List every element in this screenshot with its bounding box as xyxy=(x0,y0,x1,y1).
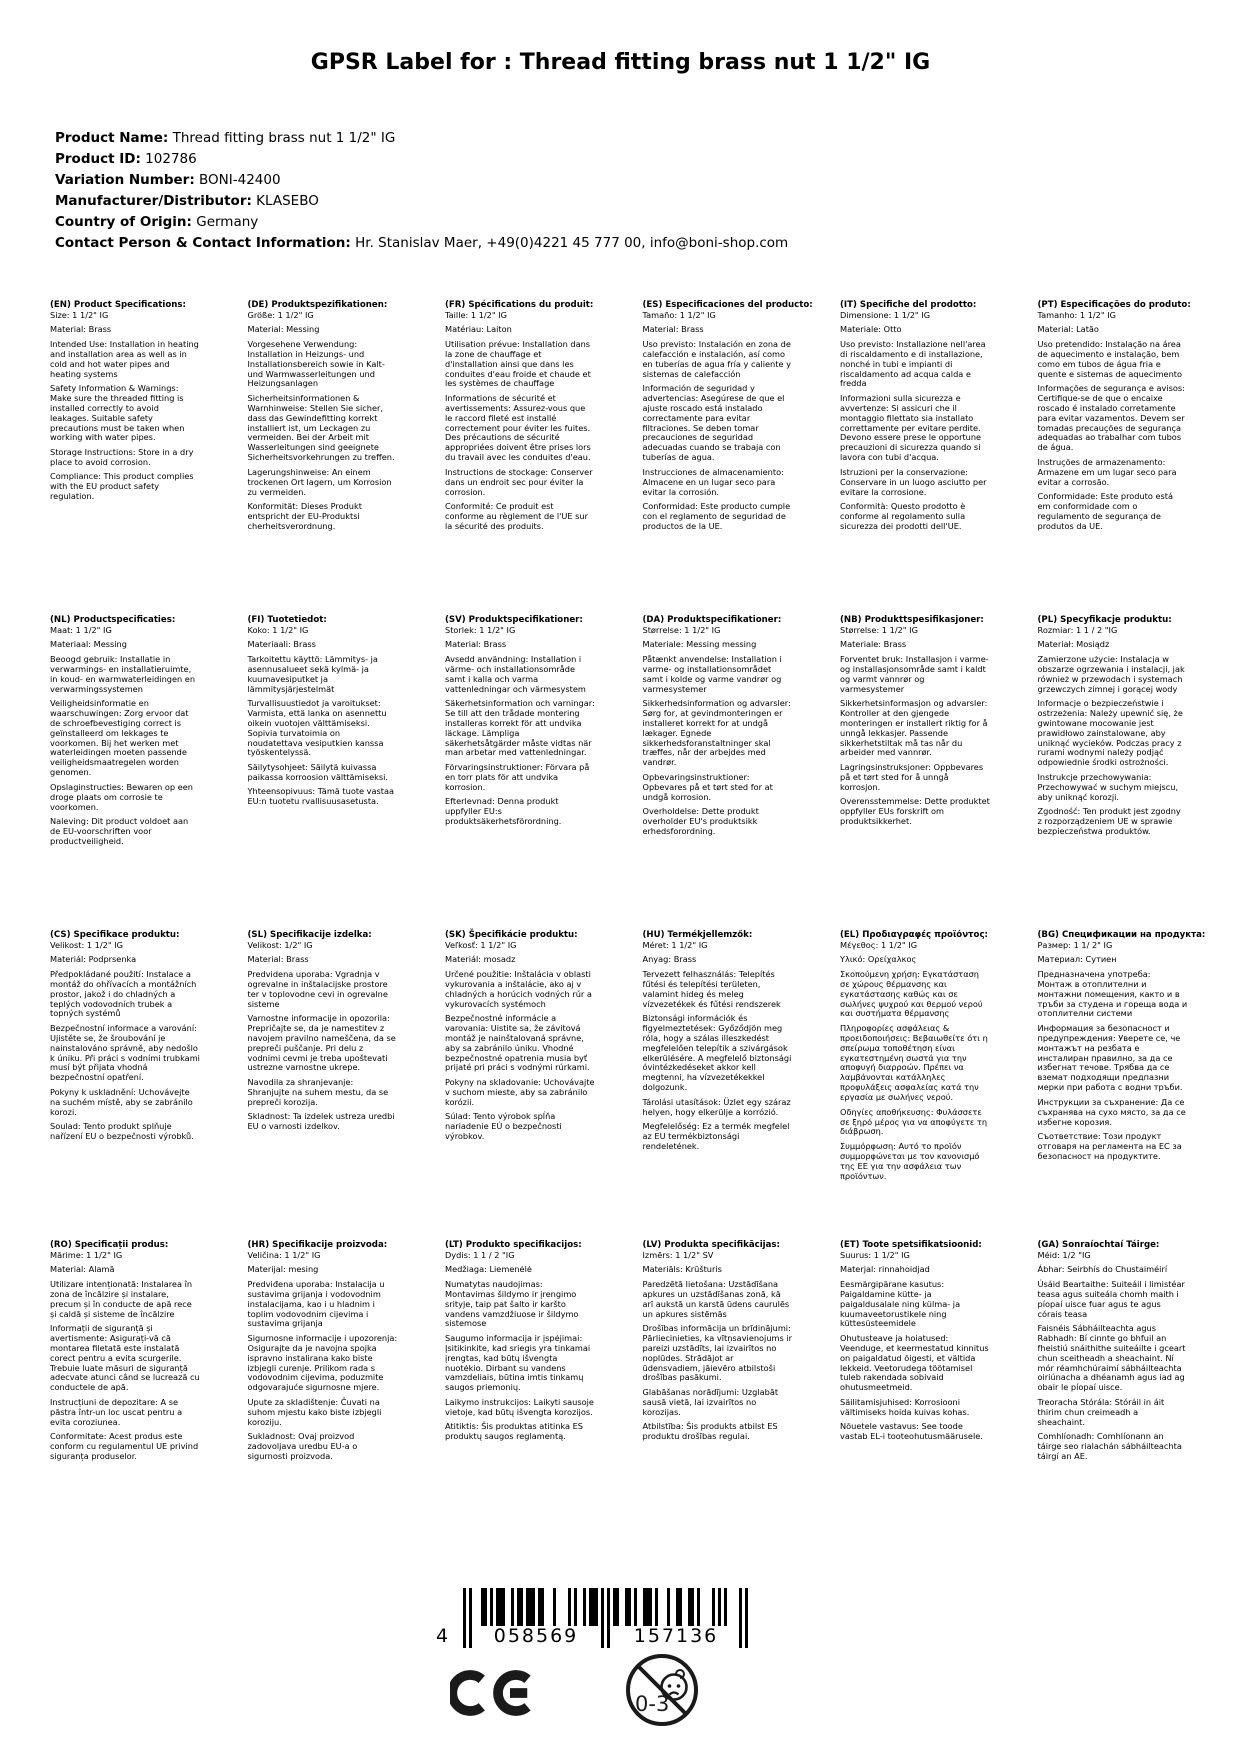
spec-paragraph: Materiale: Brass xyxy=(840,639,907,650)
spec-paragraph: Material: Brass xyxy=(642,324,704,335)
spec-paragraph: Conformidad: Este producto cumple con el reglamento de seguridad de productos de la UE. xyxy=(642,500,791,531)
spec-paragraph: Mărime: 1 1/2" IG xyxy=(50,1250,123,1260)
spec-paragraph: Efterlevnad: Denna produkt uppfyller EU:s produktsäkerhetsförordning. xyxy=(445,796,562,826)
spec-paragraph: Rozmiar: 1 1 / 2 "IG xyxy=(1037,625,1118,635)
spec-paragraph: Súlad: Tento výrobok spĺňa nariadenie EÚ o bezpečnosti výrobkov. xyxy=(445,1111,562,1141)
spec-paragraph: Påtænkt anvendelse: Installation i varme- og installationsområdet samt i kolde og varme vandrør og varmesystemer xyxy=(642,653,782,694)
spec-paragraph: Material: Brass xyxy=(50,324,112,335)
lang-block-heading: (DE) Produktspezifikationen: xyxy=(247,300,388,310)
spec-paragraph: Uso previsto: Instalación en zona de calefacción e instalación, así como en tuberías de agua fría y caliente y sistemas de calefacción xyxy=(642,338,791,379)
product-info-label: Country of Origin: xyxy=(55,214,192,230)
spec-paragraph: Tamanho: 1 1/2" IG xyxy=(1037,310,1117,320)
spec-paragraph: Pokyny k uskladnění: Uchovávejte na suchém místě, aby se zabránilo korozi. xyxy=(50,1086,193,1117)
lang-block-ro xyxy=(50,1240,248,1466)
spec-paragraph: Förvaringsinstruktioner: Förvara på en torr plats för att undvika korrosion. xyxy=(445,761,590,792)
spec-paragraph: Vorgesehene Verwendung: Installation in Heizungs- und Installationsbereich sowie in Kalt- und Warmwasserleitungen und Heizungsanlagen xyxy=(247,338,385,389)
barcode-lead-digit: 4 xyxy=(436,1625,449,1647)
spec-paragraph: Megfelelőség: Ez a termék megfelel az EU termékbiztonsági rendeletének. xyxy=(642,1121,790,1151)
product-info-line xyxy=(55,149,788,170)
spec-paragraph: Material: Latão xyxy=(1037,324,1099,335)
spec-paragraph: Tamaño: 1 1/2" IG xyxy=(642,310,716,320)
spec-paragraph: Predviđena uporaba: Instalacija u sustavima grijanja i vodovodnim instalacijama, kao i u hladnim i toplim vodovodnim cijevima i sustavima grijanja xyxy=(247,1278,385,1329)
spec-paragraph: Pokyny na skladovanie: Uchovávajte v suchom mieste, aby sa zabránilo korózii. xyxy=(445,1076,595,1107)
spec-paragraph: Sikkerhetsinformasjon og advarsler: Kontroller at den gjengede monteringen er installert riktig for å unngå lekkasjer. Passende sikkerhetstiltak må tas når du arbeider med vannrør. xyxy=(840,697,988,758)
lang-block-heading: (ET) Toote spetsifikatsioonid: xyxy=(840,1240,982,1250)
ce-mark-icon xyxy=(450,1662,540,1728)
spec-paragraph: Πληροφορίες ασφάλειας & προειδοποιήσεις: Βεβαιωθείτε ότι η σπείρωμα τοποθέτηση είναι εγκατεστημένη σωστά για την αποφυγή διαρροών. Πρέπει να λαμβάνονται κατάλληλες προφυλάξεις ασφαλείας κατά την εργασία με σωλήνες νερού. xyxy=(840,1022,988,1103)
spec-paragraph: Saugumo informacija ir įspėjimai: Įsitikinkite, kad sriegis yra tinkamai įrengtas, kad būtų išvengta nuotėkio. Dirbant su vandens vamzdeliais, būtina imtis tinkamų saugos priemonių. xyxy=(445,1332,591,1393)
spec-paragraph: Skladnost: Ta izdelek ustreza uredbi EU o varnosti izdelkov. xyxy=(247,1111,395,1131)
page-title: GPSR Label for : Thread fitting brass nut 1 1/2" IG xyxy=(310,50,931,75)
spec-paragraph: Informations de sécurité et avertissements: Assurez-vous que le raccord fileté est installé correctement pour éviter les fuites. Des précautions de sécurité appropriées doivent être prises lors du travail avec les conduites d'eau. xyxy=(445,392,591,463)
spec-paragraph: Zamierzone użycie: Instalacja w obszarze ogrzewania i instalacji, jak również w przewodach i systemach grzewczych zimnej i gorącej wody xyxy=(1037,653,1185,694)
spec-paragraph: Turvallisuustiedot ja varoitukset: Varmista, että lanka on asennettu oikein vuotojen välttämiseksi. Sopivia turvatoimia on noudatettava vesiputkien kanssa työskentelyssä. xyxy=(247,697,387,758)
spec-paragraph: Méid: 1/2 "IG xyxy=(1037,1250,1091,1260)
lang-block-en xyxy=(50,300,248,615)
spec-paragraph: Ábhar: Seirbhís do Chustaiméirí xyxy=(1037,1264,1168,1275)
spec-paragraph: Drošības informācija un brīdinājumi: Pārliecinieties, ka vītņsavienojums ir pareizi uzstādīts, lai izvairītos no noplūdes. Strādājot ar ūdensvadiem, jāievēro atbilstoši drošības pasākumi. xyxy=(642,1322,793,1383)
spec-paragraph: Konformität: Dieses Produkt entspricht der EU-Produktsi cherheitsverordnung. xyxy=(247,500,362,531)
spec-paragraph: Biztonsági információk és figyelmeztetések: Győződjön meg róla, hogy a szálas illeszkedést megfelelően telepítik a szivárgások elkerülésére. A megfelelő biztonsági óvintézkedéseket akkor kell megtenni, ha vízvezetékekkel dolgozunk. xyxy=(642,1012,792,1093)
spec-paragraph: Información de seguridad y advertencias: Asegúrese de que el ajuste roscado está instalado correctamente para evitar filtraciones. Se deben tomar precauciones de seguridad adecuadas cuando se trabaja con tuberías de agua. xyxy=(642,382,785,463)
spec-paragraph: Materiał: Mosiądz xyxy=(1037,639,1110,650)
spec-paragraph: Informações de segurança e avisos: Certifique-se de que o encaixe roscado é instalado corretamente para evitar vazamentos. Devem ser tomadas precauções de segurança adequadas ao trabalhar com tubos de água. xyxy=(1037,382,1185,453)
spec-paragraph: Storage Instructions: Store in a dry place to avoid corrosion. xyxy=(50,446,194,467)
age-warning-text: 0-3 xyxy=(635,1692,670,1716)
spec-paragraph: Bezpečnostné informácie a varovania: Uistite sa, že závitová montáž je nainštalovaná správne, aby sa zabránilo úniku. Vhodné bezpečnostné opatrenia musia byť prijaté pri práci s vodnými rúrkami. xyxy=(445,1012,590,1073)
spec-paragraph: Informații de siguranță și avertismente: Asigurați-vă că montarea filetată este instalată corect pentru a evita scurgerile. Trebuie luate măsuri de siguranță adecvate atunci când se lucrează cu conductele de apă. xyxy=(50,1322,200,1393)
spec-paragraph: Velikost: 1 1/2" IG xyxy=(50,940,123,950)
product-info-value: Hr. Stanislav Maer, +49(0)4221 45 777 00, info@boni-shop.com xyxy=(350,235,789,251)
spec-paragraph: Tervezett felhasználás: Telepítés fűtési és telepítési területen, valamint hideg és meleg vízvezetékek és fűtési rendszerek xyxy=(642,968,781,1009)
spec-paragraph: Material: Messing xyxy=(247,324,320,335)
spec-paragraph: Säilytysohjeet: Säilytä kuivassa paikassa korroosion välttämiseksi. xyxy=(247,761,388,782)
spec-paragraph: Μέγεθος: 1 1/2" IG xyxy=(840,940,918,950)
lang-block-fr xyxy=(445,300,643,615)
spec-paragraph: Intended Use: Installation in heating and installation area as well as in cold and hot water pipes and heating systems xyxy=(50,338,199,379)
lang-block-es xyxy=(643,300,841,615)
spec-paragraph: Conformitate: Acest produs este conform cu regulamentul UE privind siguranța produselor. xyxy=(50,1431,199,1461)
spec-paragraph: Úsáid Beartaithe: Suiteáil i limistéar teasa agus suiteála chomh maith i píopaí uisce fuar agus te agus córais teasa xyxy=(1037,1278,1185,1319)
spec-paragraph: Størrelse: 1 1/2" IG xyxy=(840,625,918,635)
spec-paragraph: Υλικό: Ορείχαλκος xyxy=(840,954,917,965)
spec-paragraph: Conformité: Ce produit est conforme au règlement de l'UE sur la sécurité des produits. xyxy=(445,500,588,531)
spec-paragraph: Οδηγίες αποθήκευσης: Φυλάσσετε σε ξηρό μέρος για να αποφύγετε τη διάβρωση. xyxy=(840,1106,988,1137)
product-info-value: 102786 xyxy=(140,151,197,167)
spec-paragraph: Paredzētā lietošana: Uzstādīšana apkures un uzstādīšanas zonā, kā arī aukstā un karstā ūdens caurulēs un apkures sistēmās xyxy=(642,1278,790,1319)
lang-block-nb xyxy=(840,615,1038,930)
lang-block-heading: (CS) Specifikace produktu: xyxy=(50,930,180,940)
lang-block-heading: (FR) Spécifications du produit: xyxy=(445,300,594,310)
spec-paragraph: Materiale: Messing messing xyxy=(642,639,757,650)
spec-paragraph: Soulad: Tento produkt splňuje nařízení EU o bezpečnosti výrobků. xyxy=(50,1121,194,1141)
lang-block-bg xyxy=(1038,930,1236,1240)
spec-paragraph: Utilisation prévue: Installation dans la zone de chauffage et d'installation ainsi que dans les conduites d'eau froide et chaude et les systèmes de chauffage xyxy=(445,338,591,389)
spec-paragraph: Conformidade: Este produto está em conformidade com o regulamento de segurança de produtos da UE. xyxy=(1037,491,1174,531)
lang-block-heading: (BG) Спецификации на продукта: xyxy=(1037,930,1206,940)
spec-paragraph: Atitiktis: Šis produktas atitinka ES produktų saugos reglamentą. xyxy=(445,1421,583,1441)
spec-paragraph: Maat: 1 1/2" IG xyxy=(50,625,112,635)
spec-paragraph: Инструкции за съхранение: Да се съхранява на сухо място, за да се избегне корозия. xyxy=(1037,1096,1186,1127)
spec-paragraph: Velikost: 1/2" IG xyxy=(247,940,313,950)
lang-block-heading: (SK) Špecifikácie produktu: xyxy=(445,930,578,940)
spec-paragraph: Instructions de stockage: Conserver dans un endroit sec pour éviter la corrosion. xyxy=(445,466,593,497)
lang-block-fi xyxy=(248,615,446,930)
spec-paragraph: Bezpečnostní informace a varování: Ujistěte se, že šroubování je nainstalováno správně, aby nedošlo k úniku. Při práci s vodními trubkami musí být přijata vhodná bezpečnostní opatření. xyxy=(50,1022,200,1083)
spec-paragraph: Suurus: 1 1/2" IG xyxy=(840,1250,910,1260)
lang-block-heading: (RO) Specificații produs: xyxy=(50,1240,169,1250)
spec-paragraph: Veľkosť: 1 1/2" IG xyxy=(445,940,517,950)
spec-paragraph: Zgodność: Ten produkt jest zgodny z rozporządzeniem UE w sprawie bezpieczeństwa produktów. xyxy=(1037,806,1181,836)
spec-paragraph: Instrukcje przechowywania: Przechowywać w suchym miejscu, aby uniknąć korozji. xyxy=(1037,771,1179,802)
barcode-right-digits: 157136 xyxy=(633,1625,719,1647)
spec-paragraph: Materiál: mosadz xyxy=(445,954,516,965)
spec-paragraph: Uso pretendido: Instalação na área de aquecimento e instalação, bem como em tubos de água fria e quente e sistemas de aquecimento xyxy=(1037,338,1182,379)
product-info-line xyxy=(55,212,788,233)
product-info-line xyxy=(55,170,788,191)
spec-paragraph: Tarkoitettu käyttö: Lämmitys- ja asennusalueet sekä kylmä- ja kuumavesiputket ja lämmitysjärjestelmät xyxy=(247,653,378,694)
spec-paragraph: Materiaali: Brass xyxy=(247,639,316,650)
spec-paragraph: Materiale: Otto xyxy=(840,324,902,335)
lang-block-da xyxy=(643,615,841,930)
spec-paragraph: Sicherheitsinformationen & Warnhinweise: Stellen Sie sicher, dass das Gewindefitting korrekt installiert ist, um Leckagen zu vermeiden. Bei der Arbeit mit Wasserleitungen sind geeignete Sicherheitsvorkehrungen zu treffen. xyxy=(247,392,395,463)
lang-block-heading: (SL) Specifikacije izdelka: xyxy=(247,930,372,940)
spec-paragraph: Předpokládané použití: Instalace a montáž do ohřívacích a montážních prostor, jakož i do chladných a teplých vodovodních trubek a topných systémů xyxy=(50,968,197,1019)
lang-block-et xyxy=(840,1240,1038,1466)
spec-paragraph: Materjal: rinnahoidjad xyxy=(840,1264,930,1275)
spec-paragraph: Matériau: Laiton xyxy=(445,324,512,335)
product-info-value: Germany xyxy=(191,214,259,230)
lang-block-lt xyxy=(445,1240,643,1466)
spec-paragraph: Sigurnosne informacije i upozorenja: Osigurajte da je navojna spojka ispravno instalirana kako biste izbjegli curenje. Prilikom rada s vodovodnim cijevima, poduzmite odgovarajuće sigurnosne mjere. xyxy=(247,1332,398,1393)
spec-paragraph: Overensstemmelse: Dette produktet oppfyller EUs forskrift om produktsikkerhet. xyxy=(840,796,990,826)
spec-paragraph: Utilizare intenționată: Instalarea în zona de încălzire și instalare, precum și în conducte de apă rece și caldă și sisteme de încălzire xyxy=(50,1278,193,1319)
lang-block-heading: (HU) Termékjellemzők: xyxy=(642,930,753,940)
spec-paragraph: Dydis: 1 1 / 2 "IG xyxy=(445,1250,515,1260)
spec-paragraph: Информация за безопасност и предупреждения: Уверете се, че монтажът на резбата е инсталиран правилно, за да се избегнат течове. Трябва да се вземат подходящи предпазни мерки при работа с водни тръби. xyxy=(1037,1022,1183,1093)
lang-block-sl xyxy=(248,930,446,1240)
spec-paragraph: Größe: 1 1/2" IG xyxy=(247,310,314,320)
spec-paragraph: Atbilstība: Šis produkts atbilst ES produktu drošības regulai. xyxy=(642,1421,778,1441)
spec-paragraph: Varnostne informacije in opozorila: Prepričajte se, da je namestitev z navojem pravilno nameščena, da se prepreči puščanje. Pri delu z vodnimi cevmi je treba upoštevati ustrezne varnostne ukrepe. xyxy=(247,1012,396,1073)
spec-paragraph: Naleving: Dit product voldoet aan de EU-voorschriften voor productveiligheid. xyxy=(50,815,189,846)
spec-paragraph: Forventet bruk: Installasjon i varme- og installasjonsområde samt i kaldt og varmt vannrør og varmesystemer xyxy=(840,653,989,694)
product-info-line xyxy=(55,191,788,212)
spec-paragraph: Izmērs: 1 1/2" SV xyxy=(642,1250,714,1260)
lang-block-hr xyxy=(248,1240,446,1466)
product-info-line xyxy=(55,233,788,254)
lang-block-cs xyxy=(50,930,248,1240)
spec-paragraph: Opbevaringsinstruktioner: Opbevares på et tørt sted for at undgå korrosion. xyxy=(642,771,773,802)
spec-paragraph: Conformità: Questo prodotto è conforme al regolamento sulla sicurezza dei prodotti dell'UE. xyxy=(840,500,966,531)
spec-paragraph: Informacje o bezpieczeństwie i ostrzeżenia: Należy upewnić się, że gwintowane mocowanie jest prawidłowo zainstalowane, aby uniknąć wycieków. Podczas pracy z rurami wodnymi należy podjąć odpowiednie środki ostrożności. xyxy=(1037,697,1183,768)
spec-paragraph: Uso previsto: Installazione nell'area di riscaldamento e di installazione, nonché in tubi e impianti di riscaldamento ad acqua calda e fredda xyxy=(840,338,986,389)
spec-paragraph: Säilitamisjuhised: Korrosiooni vältimiseks hoida kuivas kohas. xyxy=(840,1396,970,1417)
spec-paragraph: Veličina: 1 1/2" IG xyxy=(247,1250,321,1260)
spec-paragraph: Safety Information & Warnings: Make sure the threaded fitting is installed correctly to avoid leakages. Suitable safety precautions must be taken when working with water pipes. xyxy=(50,382,185,443)
age-warning-0-3-icon xyxy=(624,1652,700,1732)
spec-paragraph: Sukladnost: Ovaj proizvod zadovoljava uredbu EU-a o sigurnosti proizvoda. xyxy=(247,1431,358,1461)
lang-block-heading: (NL) Productspecificaties: xyxy=(50,615,176,625)
spec-paragraph: Sikkerhedsinformation og advarsler: Sørg for, at gevindmonteringen er installeret korrekt for at undgå lækager. Egnede sikkerhedsforanstaltninger skal træffes, når der arbejdes med vandrør. xyxy=(642,697,791,768)
spec-paragraph: Určené použitie: Inštalácia v oblasti vykurovania a inštalácie, ako aj v chladných a horúcich vodných rúr a vykurovacích systémoch xyxy=(445,968,592,1009)
spec-paragraph: Compliance: This product complies with the EU product safety regulation. xyxy=(50,471,194,501)
spec-paragraph: Faisnéis Sábháilteachta agus Rabhadh: Bí cinnte go bhfuil an fheistiú snáithithe suiteáilte i gceart chun sceitheadh a sheachaint. Ní mór réamhchúraimí sábháilteachta oiriúnacha a dhéanamh agus iad ag obair le píopaí uisce. xyxy=(1037,1322,1186,1393)
lang-block-heading: (LT) Produkto specifikacijos: xyxy=(445,1240,582,1250)
spec-paragraph: Beoogd gebruik: Installatie in verwarmings- en installatieruimte, in koud- en warmwaterleidingen en verwarmingssystemen xyxy=(50,653,196,694)
lang-block-nl xyxy=(50,615,248,930)
lang-block-pt xyxy=(1038,300,1236,615)
product-info xyxy=(55,128,788,254)
spec-paragraph: Materiaal: Messing xyxy=(50,639,127,650)
lang-block-heading: (NB) Produkttspesifikasjoner: xyxy=(840,615,984,625)
lang-block-heading: (LV) Produkta specifikācijas: xyxy=(642,1240,780,1250)
spec-paragraph: Treoracha Stórála: Stóráil in áit thirim chun creimeadh a sheachaint. xyxy=(1037,1396,1165,1427)
spec-paragraph: Материал: Сутиен xyxy=(1037,954,1117,965)
lang-block-heading: (GA) Sonraíochtaí Táirge: xyxy=(1037,1240,1160,1250)
ean13-barcode xyxy=(436,1588,748,1650)
lang-block-heading: (EN) Product Specifications: xyxy=(50,300,186,310)
spec-paragraph: Size: 1 1/2" IG xyxy=(50,310,109,320)
spec-paragraph: Materiál: Podprsenka xyxy=(50,954,137,965)
spec-paragraph: Dimensione: 1 1/2" IG xyxy=(840,310,931,320)
lang-block-heading: (SV) Produktspecifikationer: xyxy=(445,615,583,625)
spec-paragraph: Predvidena uporaba: Vgradnja v ogrevalne in inštalacijske prostore ter v toplovodne cevi in ogrevalne sisteme xyxy=(247,968,388,1009)
spec-paragraph: Avsedd användning: Installation i värme- och installationsområde samt i kalla och varma vattenledningar och värmesystem xyxy=(445,653,586,694)
product-info-label: Manufacturer/Distributor: xyxy=(55,193,252,209)
lang-block-lv xyxy=(643,1240,841,1466)
product-info-value: KLASEBO xyxy=(251,193,319,209)
lang-block-heading: (IT) Specifiche del prodotto: xyxy=(840,300,977,310)
spec-paragraph: Opslaginstructies: Bewaren op een droge plaats om corrosie te voorkomen. xyxy=(50,781,193,812)
spec-paragraph: Instrucțiuni de depozitare: A se păstra într-un loc uscat pentru a evita coroziunea. xyxy=(50,1396,183,1427)
spec-paragraph: Instruções de armazenamento: Armazene em um lugar seco para evitar a corrosão. xyxy=(1037,456,1177,487)
lang-block-sk xyxy=(445,930,643,1240)
spec-grid xyxy=(50,300,1235,1466)
lang-block-sv xyxy=(445,615,643,930)
spec-paragraph: Overholdelse: Dette produkt overholder EU's produktsikk erhedsforordning. xyxy=(642,806,759,836)
spec-paragraph: Material: Alamă xyxy=(50,1264,115,1275)
product-info-label: Contact Person & Contact Information: xyxy=(55,235,351,251)
spec-paragraph: Material: Brass xyxy=(247,954,309,965)
spec-paragraph: Storlek: 1 1/2" IG xyxy=(445,625,516,635)
lang-block-heading: (EL) Προδιαγραφές προϊόντος: xyxy=(840,930,988,940)
spec-paragraph: Yhteensopivuus: Tämä tuote vastaa EU:n tuotetu rvallisuusasetusta. xyxy=(247,786,395,807)
lang-block-ga xyxy=(1038,1240,1236,1466)
spec-paragraph: Informazioni sulla sicurezza e avvertenze: Si assicuri che il montaggio filettato sia installato correttamente per evitare perdite. Devono essere prese le opportune precauzioni di sicurezza quando si lavora con tubi d'acqua. xyxy=(840,392,982,463)
lang-block-heading: (FI) Tuotetiedot: xyxy=(247,615,327,625)
spec-paragraph: Tárolási utasítások: Üzlet egy száraz helyen, hogy elkerülje a korrózió. xyxy=(642,1096,791,1117)
spec-paragraph: Taille: 1 1/2" IG xyxy=(445,310,507,320)
spec-paragraph: Comhlíonadh: Comhlíonann an táirge seo rialachán sábháilteachta táirgí an AE. xyxy=(1037,1431,1182,1461)
spec-paragraph: Istruzioni per la conservazione: Conservare in un luogo asciutto per evitare la corrosione. xyxy=(840,466,987,497)
lang-block-el xyxy=(840,930,1038,1240)
spec-paragraph: Koko: 1 1/2" IG xyxy=(247,625,309,635)
barcode-left-digits: 058569 xyxy=(493,1625,579,1647)
product-info-label: Product Name: xyxy=(55,130,169,146)
spec-paragraph: Laikymo instrukcijos: Laikyti sausoje vietoje, kad būtų išvengta korozijos. xyxy=(445,1396,594,1417)
spec-paragraph: Съответствие: Този продукт отговаря на регламента на ЕС за безопасност на продуктите. xyxy=(1037,1130,1182,1161)
lang-block-it xyxy=(840,300,1038,615)
spec-paragraph: Anyag: Brass xyxy=(642,954,697,965)
product-info-line xyxy=(55,128,788,149)
spec-paragraph: Méret: 1 1/2" IG xyxy=(642,940,708,950)
product-info-value: BONI-42400 xyxy=(194,172,281,188)
spec-paragraph: Σκοπούμενη χρήση: Εγκατάσταση σε χώρους θέρμανσης και εγκατάστασης καθώς και σε σωλήνες ψυχρού και θερμού νερού και συστήματα θέρμανσης xyxy=(840,968,983,1019)
lang-block-heading: (HR) Specifikacije proizvoda: xyxy=(247,1240,388,1250)
product-info-value: Thread fitting brass nut 1 1/2" IG xyxy=(168,130,396,146)
spec-paragraph: Säkerhetsinformation och varningar: Se till att den trådade montering installeras korrekt för att undvika läckage. Lämpliga säkerhetsåtgärder måste vidtas när man arbetar med vattenledningar. xyxy=(445,697,595,758)
spec-paragraph: Upute za skladištenje: Čuvati na suhom mjestu kako biste izbjegli koroziju. xyxy=(247,1396,382,1427)
spec-paragraph: Lagerungshinweise: An einem trockenen Ort lagern, um Korrosion zu vermeiden. xyxy=(247,466,392,497)
spec-paragraph: Συμμόρφωση: Αυτό το προϊόν συμμορφώνεται με τον κανονισμό της ΕΕ για την ασφάλεια των προϊόντων. xyxy=(840,1140,980,1181)
lang-block-heading: (DA) Produktspecifikationer: xyxy=(642,615,782,625)
spec-paragraph: Ohutusteave ja hoiatused: Veenduge, et keermestatud kinnitus on paigaldatud õigesti, et vältida lekkeid. Veetorudega töötamisel tuleb rakendada sobivaid ohutusmeetmeid. xyxy=(840,1332,989,1393)
lang-block-de xyxy=(248,300,446,615)
spec-paragraph: Nõuetele vastavus: See toode vastab EL-i tooteohutusmäärusele. xyxy=(840,1421,983,1441)
product-info-label: Variation Number: xyxy=(55,172,195,188)
spec-paragraph: Navodila za shranjevanje: Shranjujte na suhem mestu, da se prepreči korozija. xyxy=(247,1076,389,1107)
spec-paragraph: Størrelse: 1 1/2" IG xyxy=(642,625,721,635)
spec-paragraph: Veiligheidsinformatie en waarschuwingen: Zorg ervoor dat de schroefbevestiging correct is geïnstalleerd om lekkages te voorkomen. Bij het werken met waterleidingen moeten passende veiligheidsmaatregelen worden genomen. xyxy=(50,697,189,778)
spec-paragraph: Glabāšanas norādījumi: Uzglabāt sausā vietā, lai izvairītos no korozijas. xyxy=(642,1386,779,1417)
lang-block-pl xyxy=(1038,615,1236,930)
lang-block-heading: (PL) Specyfikacje produktu: xyxy=(1037,615,1172,625)
spec-paragraph: Numatytas naudojimas: Montavimas šildymo ir įrengimo srityje, taip pat šalto ir karšto vandens vamzdžiuose ir šildymo sistemose xyxy=(445,1278,579,1329)
spec-paragraph: Medžiaga: Liemenėlė xyxy=(445,1264,532,1275)
spec-paragraph: Instrucciones de almacenamiento: Almacene en un lugar seco para evitar la corrosión. xyxy=(642,466,784,497)
lang-block-heading: (ES) Especificaciones del producto: xyxy=(642,300,813,310)
lang-block-heading: (PT) Especificações do produto: xyxy=(1037,300,1191,310)
product-info-label: Product ID: xyxy=(55,151,141,167)
spec-paragraph: Materijal: mesing xyxy=(247,1264,319,1275)
spec-paragraph: Размер: 1 1/ 2" IG xyxy=(1037,940,1113,950)
spec-paragraph: Material: Brass xyxy=(445,639,507,650)
spec-paragraph: Eesmärgipärane kasutus: Paigaldamine kütte- ja paigaldusalale ning külma- ja kuumaveetorustikele ning küttesüsteemidele xyxy=(840,1278,961,1329)
spec-paragraph: Предназначена употреба: Монтаж в отоплителни и монтажни помещения, както и в тръби за студена и гореща вода и отоплителни системи xyxy=(1037,968,1188,1019)
lang-block-hu xyxy=(643,930,841,1240)
spec-paragraph: Lagringsinstruksjoner: Oppbevares på et tørt sted for å unngå korrosjon. xyxy=(840,761,984,792)
spec-paragraph: Materiāls: Krūšturis xyxy=(642,1264,722,1275)
